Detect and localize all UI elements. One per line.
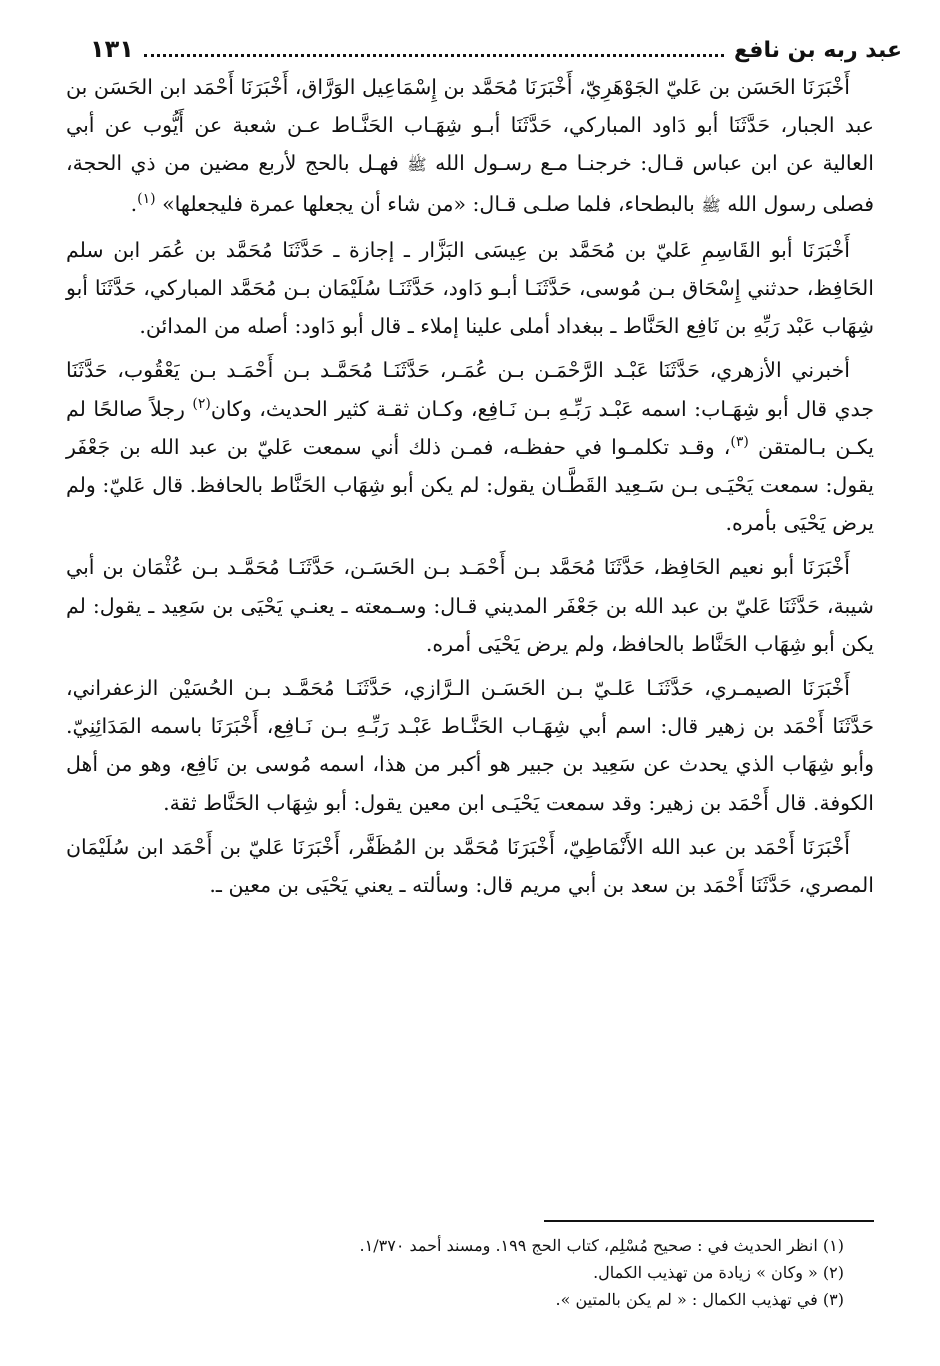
paragraph-1-text-a: أَخْبَرَنَا الحَسَن بن عَليّ الجَوْهَرِيّ، أَخْبَرَنَا مُحَمَّد بن إِسْمَاعِيل الوَرَّاق، أَخْبَرَنَا أَحْمَد ابن الحَسَن بن عبد الجبار، حَدَّثَنَا أبو دَاود المباركي، حَدَّثَنَا أبـو شِهَـاب الحَنَّـاط عـن شعبة عن أَيُّوب عن أبي العالية عن ابن عباس قـال: خرجنـا مـع رسـول الله [66,75,874,176]
footnote-ref-3: (٣) [730,434,749,450]
footnote-2: (٢) « وكان » زيادة من تهذيب الكمال. [593,1263,844,1282]
running-head [90,34,902,66]
footnote-1: (١) انظر الحديث في : صحيح مُسْلِم، كتاب الحج ١٩٩. ومسند أحمد ١/٣٧٠. [359,1236,844,1255]
footnotes [66,1232,844,1313]
footnote-ref-2: (٢) [192,395,211,412]
paragraph-3 [66,351,874,542]
footnote-separator [544,1220,874,1222]
honorific-symbol-2: ﷺ [701,195,721,215]
footnote-ref-1: (١) [137,190,156,207]
paragraph-3-text-a: أخبرني الأزهري، حَدَّثَنَا عَبْـد الرَّحْمَـن بـن عُمَـر، حَدَّثَنَـا مُحَمَّـد بـن أَحْمَـد بـن يَعْقُوب، حَدَّثَنَا جدي قال أبو شِهَـاب: اسمه عَبْـد رَبِّـهِ بـن نَـافِع، وكـان ثقـة كثير الحديث، وكان [66,358,874,421]
running-head-title: عبد ربه بن نافع [734,38,902,63]
page-number: ١٣١ [90,35,134,63]
main-text [66,68,874,910]
paragraph-1-text-c: بالبطحاء، فلما صلـى قـال: «من شاء أن يجعلها عمرة فليجعلها» [162,191,695,216]
paragraph-3-text-c: ، وقـد تكلمـوا في حفظـه، فمـن ذلك أني سمعت عَليّ بن عبد الله بن جَعْفَر يقول: سمعت يَحْيَـى بـن سَـعِيد القَطَّـان يقول: لم يكن أبو شِهَاب الحَنَّاط بالحافظ. قال عَليّ: ولم يرض يَحْيَى بأمره. [66,434,874,536]
paragraph-6: أَخْبَرَنَا أَحْمَد بن عبد الله الأَنْمَاطِيّ، أَخْبَرَنَا مُحَمَّد بن المُظَفَّر، أَخْبَرَنَا عَليّ بن أَحْمَد ابن سُلَيْمَان المصري، حَدَّثَنَا أَحْمَد بن سعد بن أبي مريم قال: وسألته ـ يعني يَحْيَى بن معين ـ. [66,834,874,898]
footnote-3: (٣) في تهذيب الكمال : « لم يكن بالمتين ». [555,1290,844,1309]
paragraph-2: أَخْبَرَنَا أبو القَاسِمِ عَليّ بن مُحَمَّد بن عِيسَى البَزَّار ـ إجازة ـ حَدَّثَنَا مُحَمَّد بن عُمَر ابن سلم الحَافِظ، حدثني إِسْحَاق بـن مُوسى، حَدَّثَنَـا أبـو دَاود، حَدَّثَنَـا سُلَيْمَان بـن مُحَمَّد المباركي، حَدَّثَنَا أبو شِهَاب عَبْد رَبِّهِ بن نَافِع الحَنَّاط ـ ببغداد أملى علينا إملاء ـ قال أبو دَاود: أصله من المدائن. [66,237,874,339]
paragraph-5: أَخْبَرَنَا الصيمـري، حَدَّثَنَـا عَلـيّ بـن الحَسَـن الـرَّازي، حَدَّثَنَـا مُحَمَّـد بـن الحُسَيْن الزعفراني، حَدَّثَنَا أَحْمَد بن زهير قال: اسم أبي شِهَـاب الحَنَّـاط عَبْـد رَبِّـهِ بـن نَـافِع، أَخْبَرَنَا باسمه المَدَائِنِيّ. وأبو شِهَاب الذي يحدث عن سَعِيد بن جبير هو أكبر من هذا، اسمه مُوسى بن نَافِع، وهو من أهل الكوفة. قال أَحْمَد بن زهير: وقد سمعت يَحْيَـى ابن معين يقول: أبو شِهَاب الحَنَّاط ثقة. [66,676,874,815]
honorific-symbol-1: ﷺ [407,155,427,175]
paragraph-3-text-b: رجلاً صالحًا لم يكـن بـالمتقن [66,396,874,459]
paragraph-1 [66,68,874,225]
paragraph-4: أَخْبَرَنَا أبو نعيم الحَافِظ، حَدَّثَنَا مُحَمَّد بـن أَحْمَـد بـن الحَسَـن، حَدَّثَنَـا مُحَمَّـد بـن عُثْمَان بن أبي شيبة، حَدَّثَنَا عَليّ بن عبد الله بن جَعْفَر المديني قـال: وسـمعته ـ يعنـي يَحْيَى بن سَعِيد ـ يقول: لم يكن أبو شِهَاب الحَنَّاط بالحافظ، ولم يرض يَحْيَى أمره. [66,555,874,656]
dot-leader [144,54,724,57]
paragraph-1-end: . [130,191,138,216]
paragraph-1-text-b: فهـل بالحج لأربع مضين من ذي الحجة، فصلى رسول الله [66,151,874,216]
